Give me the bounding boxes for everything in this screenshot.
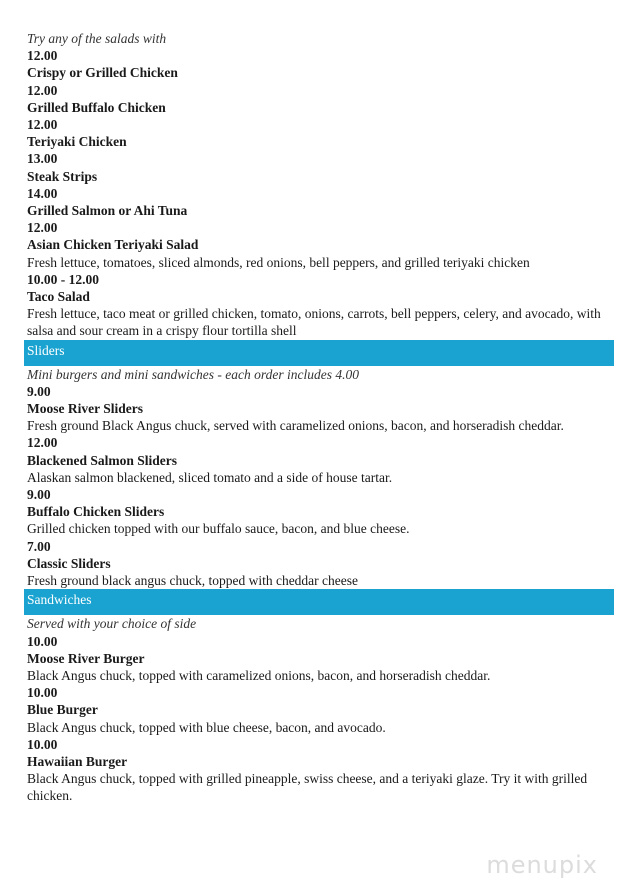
- menu-page: [0, 30, 644, 805]
- watermark-logo: menupix: [486, 851, 598, 879]
- item-description: Fresh lettuce, tomatoes, sliced almonds, red onions, bell peppers, and grilled teriyaki chicken: [27, 254, 530, 270]
- item-description: Grilled chicken topped with our buffalo sauce, bacon, and blue cheese.: [27, 521, 410, 537]
- sandwiches-intro: Served with your choice of side: [27, 616, 197, 632]
- addon-name: Grilled Salmon or Ahi Tuna: [27, 203, 188, 219]
- item-price: 9.00: [27, 383, 51, 399]
- item-name: Blackened Salmon Sliders: [27, 452, 178, 468]
- item-price: 12.00: [27, 220, 58, 236]
- addon-price: 12.00: [27, 82, 58, 98]
- item-name: Blue Burger: [27, 702, 98, 718]
- item-price: 9.00: [27, 487, 51, 503]
- item-price: 10.00: [27, 736, 58, 752]
- item-description: Alaskan salmon blackened, sliced tomato and a side of house tartar.: [27, 469, 393, 485]
- addon-name: Steak Strips: [27, 168, 98, 184]
- addon-name: Teriyaki Chicken: [27, 134, 127, 150]
- item-description: Fresh ground black angus chuck, topped with cheddar cheese: [27, 573, 359, 589]
- item-name: Asian Chicken Teriyaki Salad: [27, 237, 199, 253]
- section-header-sandwiches: Sandwiches: [24, 589, 614, 615]
- addon-name: Grilled Buffalo Chicken: [27, 99, 166, 115]
- item-description: Black Angus chuck, topped with grilled pineapple, swiss cheese, and a teriyaki glaze. Try it with grilled chicken.: [27, 771, 588, 804]
- item-description: Fresh lettuce, taco meat or grilled chicken, tomato, onions, carrots, bell peppers, celery, and avocado, with salsa and sour cream in a crispy flour tortilla shell: [27, 306, 601, 339]
- item-name: Classic Sliders: [27, 555, 111, 571]
- addon-price: 12.00: [27, 117, 58, 133]
- addon-price: 13.00: [27, 151, 58, 167]
- item-name: Taco Salad: [27, 289, 90, 305]
- item-name: Buffalo Chicken Sliders: [27, 504, 165, 520]
- sliders-intro: Mini burgers and mini sandwiches - each order includes 4.00: [27, 366, 359, 382]
- addon-price: 14.00: [27, 185, 58, 201]
- section-header-sliders: Sliders: [24, 340, 614, 366]
- item-price: 7.00: [27, 538, 51, 554]
- item-price: 12.00: [27, 435, 58, 451]
- item-price: 10.00: [27, 685, 58, 701]
- addon-price: 12.00: [27, 48, 58, 64]
- addon-name: Crispy or Grilled Chicken: [27, 65, 178, 81]
- item-name: Hawaiian Burger: [27, 753, 128, 769]
- item-description: Fresh ground Black Angus chuck, served with caramelized onions, bacon, and horseradish cheddar.: [27, 418, 564, 434]
- item-name: Moose River Burger: [27, 650, 145, 666]
- item-price: 10.00: [27, 633, 58, 649]
- item-description: Black Angus chuck, topped with caramelized onions, bacon, and horseradish cheddar.: [27, 667, 491, 683]
- item-name: Moose River Sliders: [27, 401, 143, 417]
- salads-intro: Try any of the salads with: [27, 31, 167, 46]
- item-price: 10.00 - 12.00: [27, 271, 99, 287]
- item-description: Black Angus chuck, topped with blue cheese, bacon, and avocado.: [27, 719, 386, 735]
